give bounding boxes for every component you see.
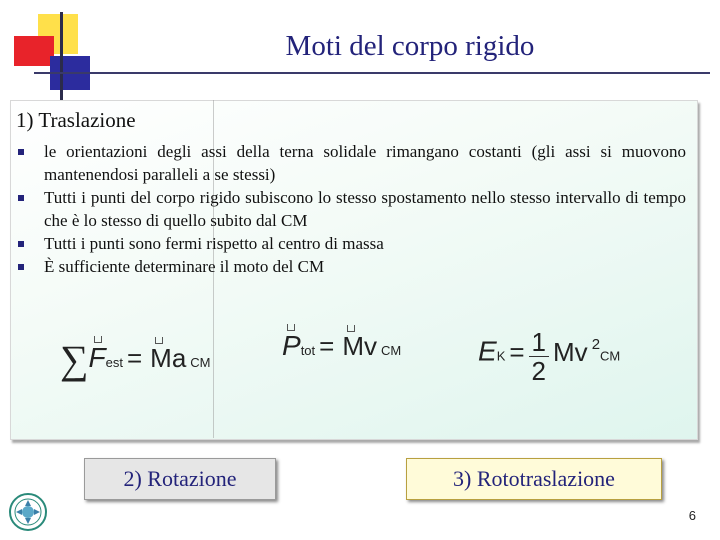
bullet-item [18,255,686,278]
title-underline [34,72,710,74]
mass-velocity: Mv [342,331,378,361]
energy-symbol: E [478,335,497,367]
mass-velocity: Mv [553,336,588,367]
cm-subscript: CM [190,355,211,370]
cm-subscript: CM [381,343,402,358]
decor-vertical-line [60,12,63,102]
momentum-symbol: P [282,330,301,361]
decor-red-square [14,36,54,66]
force-subscript: est [105,355,123,370]
summation-symbol: ∑ [60,337,89,382]
formula-momentum-law [60,330,211,382]
page-number: 6 [688,508,696,523]
bullet-text: Tutti i punti del corpo rigido subiscono lo stesso spostamento nello stesso intervallo di tempo che è lo stesso di quello subito dal CM [44,188,686,230]
university-seal-icon [8,492,48,532]
bullet-list [18,140,686,278]
equals-sign: = [319,331,335,361]
energy-subscript: K [496,348,506,364]
fraction-numerator: 1 [529,328,549,357]
mass-acceleration: Ma [150,343,187,373]
bullet-text: le orientazioni degli assi della terna solidale rimangano costanti (gli assi si muovono mantenendosi paralleli a se stessi) [44,142,686,184]
section-heading: 1) Traslazione [16,108,136,132]
formula-kinetic-energy [478,328,620,385]
cm-subscript: CM [600,348,621,364]
one-half-fraction [529,328,549,385]
rotation-button[interactable]: 2) Rotazione [84,458,276,500]
squared-exponent: 2 [591,335,601,353]
equals-sign: = [509,336,525,367]
square-bullet-icon [18,241,24,247]
square-bullet-icon [18,149,24,155]
square-bullet-icon [18,195,24,201]
bullet-text: Tutti i punti sono fermi rispetto al centro di massa [44,234,384,253]
square-bullet-icon [18,264,24,270]
force-symbol: F [88,342,106,373]
bullet-text: È sufficiente determinare il moto del CM [44,257,325,276]
rototranslation-button[interactable]: 3) Rototraslazione [406,458,662,500]
equals-sign: = [126,343,143,373]
momentum-subscript: tot [300,343,316,358]
slide-title: Moti del corpo rigido [285,30,535,62]
bullet-item [18,186,686,232]
formula-total-momentum [282,330,401,362]
bullet-item [18,140,686,186]
bullet-item [18,232,686,255]
fraction-denominator: 2 [531,356,547,386]
